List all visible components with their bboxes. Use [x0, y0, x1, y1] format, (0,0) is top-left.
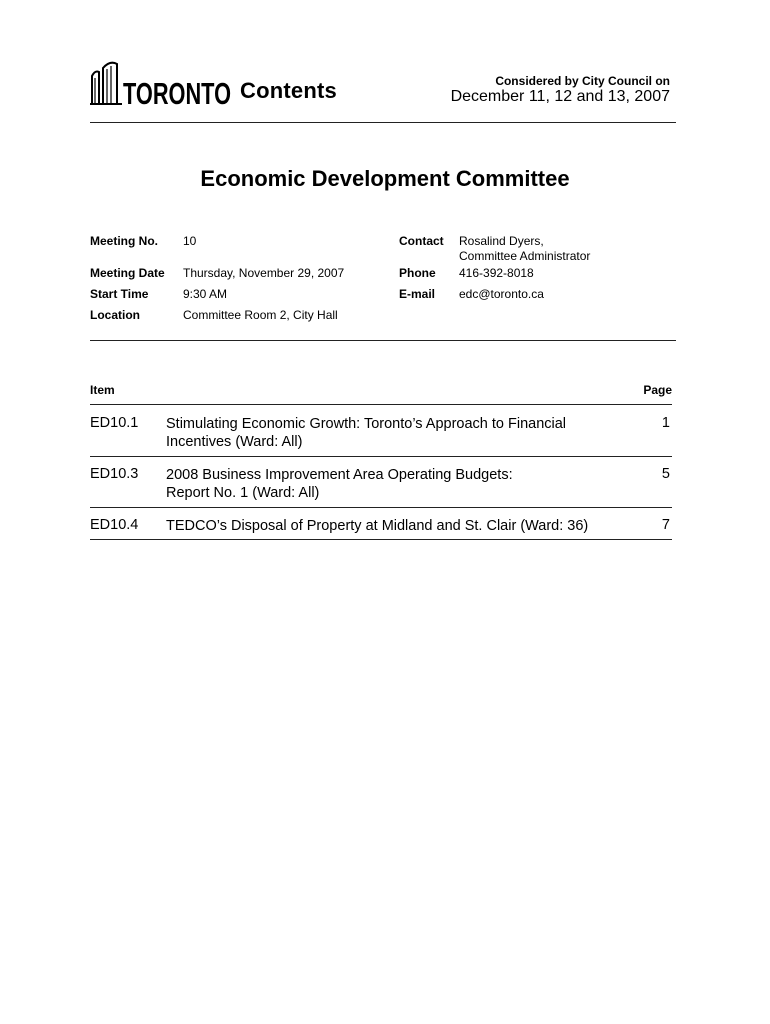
item-code: ED10.4	[90, 517, 139, 533]
contact-name: Rosalind Dyers,	[459, 234, 544, 248]
item-title-line: Stimulating Economic Growth: Toronto’s Approach to Financial	[166, 416, 567, 432]
contact-role: Committee Administrator	[459, 249, 591, 263]
meeting-number-value: 10	[183, 234, 197, 248]
item-title-line: 2008 Business Improvement Area Operating Budgets:	[166, 467, 513, 483]
item-page-number: 7	[661, 517, 670, 533]
page-header	[90, 58, 676, 122]
email-value[interactable]: edc@toronto.ca	[459, 287, 544, 301]
email-label: E-mail	[399, 287, 436, 301]
item-title-line: TEDCO’s Disposal of Property at Midland and St. Clair (Ward: 36)	[166, 518, 589, 534]
start-time-value: 9:30 AM	[183, 287, 228, 301]
table-row[interactable]	[90, 517, 672, 541]
info-divider	[90, 340, 676, 341]
table-row[interactable]	[90, 466, 672, 508]
item-page-number: 1	[661, 415, 670, 431]
item-page-number: 5	[661, 466, 670, 482]
start-time-label: Start Time	[90, 287, 149, 301]
meeting-number-label: Meeting No.	[90, 234, 158, 248]
item-title	[166, 466, 616, 502]
council-dates: December 11, 12 and 13, 2007	[450, 88, 670, 105]
meeting-date-value: Thursday, November 29, 2007	[183, 266, 345, 280]
page-column-header: Page	[643, 383, 672, 397]
row-divider	[90, 456, 672, 457]
committee-title: Economic Development Committee	[200, 166, 570, 191]
table-header-divider	[90, 404, 672, 405]
contact-label: Contact	[399, 234, 444, 248]
item-column-header: Item	[90, 383, 115, 397]
item-code: ED10.1	[90, 415, 139, 431]
council-consideration-label: Considered by City Council on	[495, 74, 670, 88]
row-divider	[90, 507, 672, 508]
item-code: ED10.3	[90, 466, 139, 482]
section-title: Contents	[240, 78, 337, 103]
city-of-toronto-logo	[90, 60, 232, 106]
logo-wordmark: TORONTO	[123, 76, 231, 106]
location-label: Location	[90, 308, 140, 322]
meeting-date-label: Meeting Date	[90, 266, 165, 280]
location-value: Committee Room 2, City Hall	[183, 308, 338, 322]
item-title-line: Incentives (Ward: All)	[166, 434, 303, 450]
phone-label: Phone	[399, 266, 436, 280]
table-row[interactable]	[90, 415, 672, 457]
item-title	[166, 415, 616, 451]
header-divider	[90, 122, 676, 123]
phone-value: 416-392-8018	[459, 266, 534, 280]
row-divider	[90, 539, 672, 540]
item-title	[166, 517, 636, 535]
item-title-line: Report No. 1 (Ward: All)	[166, 485, 320, 501]
